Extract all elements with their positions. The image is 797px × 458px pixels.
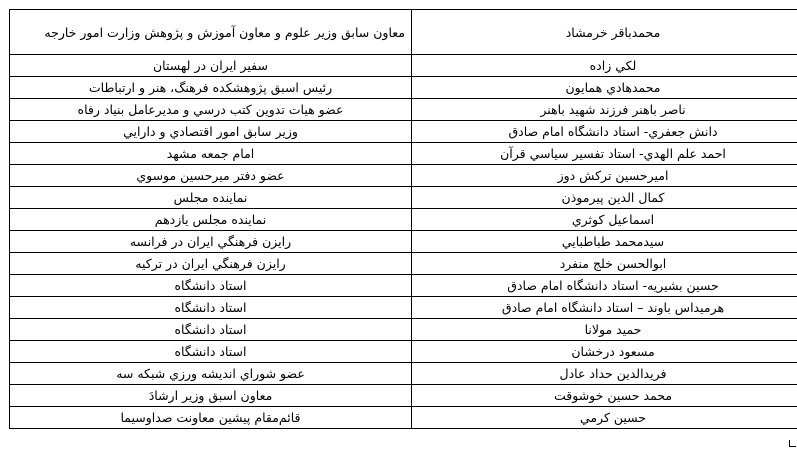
name-cell: ناصر باهنر فرزند شهيد باهنر <box>412 99 797 121</box>
name-cell: حسين كرمي <box>412 407 797 429</box>
title-cell: رئيس اسبق پژوهشكده فرهنگ، هنر و ارتباطات <box>10 77 412 99</box>
table-row <box>10 165 797 187</box>
title-cell: سفير ايران در لهستان <box>10 55 412 77</box>
title-cell: وزير سابق امور اقتصادي و دارايي <box>10 121 412 143</box>
name-cell: سيدمحمد طباطبايي <box>412 231 797 253</box>
people-table <box>9 9 797 429</box>
table-row <box>10 121 797 143</box>
table-row <box>10 363 797 385</box>
name-cell: محمدباقر خرمشاد <box>412 10 797 55</box>
name-cell: محمد حسين خوشوقت <box>412 385 797 407</box>
name-cell: اميرحسين تركش دوز <box>412 165 797 187</box>
table-row <box>10 407 797 429</box>
title-cell: استاد دانشگاه <box>10 341 412 363</box>
table-row <box>10 77 797 99</box>
title-cell: رايزن فرهنگي ايران در فرانسه <box>10 231 412 253</box>
table-body <box>10 10 797 429</box>
table-row <box>10 55 797 77</box>
name-cell: اسماعيل كوثري <box>412 209 797 231</box>
title-cell: معاون سابق وزير علوم و معاون آموزش و پژوهش وزارت امور خارجه <box>10 10 412 55</box>
table-row <box>10 385 797 407</box>
title-cell: نماينده مجلس <box>10 187 412 209</box>
table-row <box>10 99 797 121</box>
table-row <box>10 187 797 209</box>
table-row <box>10 341 797 363</box>
table-row <box>10 275 797 297</box>
name-cell: مسعود درخشان <box>412 341 797 363</box>
title-cell: امام جمعه مشهد <box>10 143 412 165</box>
title-cell: عضو دفتر ميرحسين موسوي <box>10 165 412 187</box>
table-row <box>10 253 797 275</box>
title-cell: معاون اسبق وزير ارشادَ <box>10 385 412 407</box>
name-cell: لكي زاده <box>412 55 797 77</box>
name-cell: حميد مولانا <box>412 319 797 341</box>
table-row <box>10 297 797 319</box>
table-row <box>10 143 797 165</box>
table-row <box>10 209 797 231</box>
name-cell: محمدهادي همايون <box>412 77 797 99</box>
title-cell: قائم‌مقام پيشين معاونت صداوسيما <box>10 407 412 429</box>
name-cell: احمد علم الهدي- استاد تفسير سياسي قرآن <box>412 143 797 165</box>
title-cell: استاد دانشگاه <box>10 297 412 319</box>
name-cell: كمال الدين پيرموذن <box>412 187 797 209</box>
table-row <box>10 319 797 341</box>
title-cell: استاد دانشگاه <box>10 319 412 341</box>
document-table-container <box>9 9 788 429</box>
page-corner-mark <box>789 440 796 447</box>
title-cell: عضو هيات تدوين كتب درسي و مديرعامل بنياد رفاه <box>10 99 412 121</box>
name-cell: ابوالحسن خلج منفرد <box>412 253 797 275</box>
title-cell: عضو شوراي انديشه ورزي شبكه سه <box>10 363 412 385</box>
title-cell: رايزن فرهنگي ايران در تركيه <box>10 253 412 275</box>
title-cell: نماينده مجلس يازدهم <box>10 209 412 231</box>
name-cell: فريدالدين حداد عادل <box>412 363 797 385</box>
name-cell: حسين بشيريه- استاد دانشگاه امام صادق <box>412 275 797 297</box>
name-cell: هرميداس باوند – استاد دانشگاه امام صادق <box>412 297 797 319</box>
table-row <box>10 10 797 55</box>
title-cell: استاد دانشگاه <box>10 275 412 297</box>
name-cell: دانش جعفري- استاد دانشگاه امام صادق <box>412 121 797 143</box>
table-row <box>10 231 797 253</box>
